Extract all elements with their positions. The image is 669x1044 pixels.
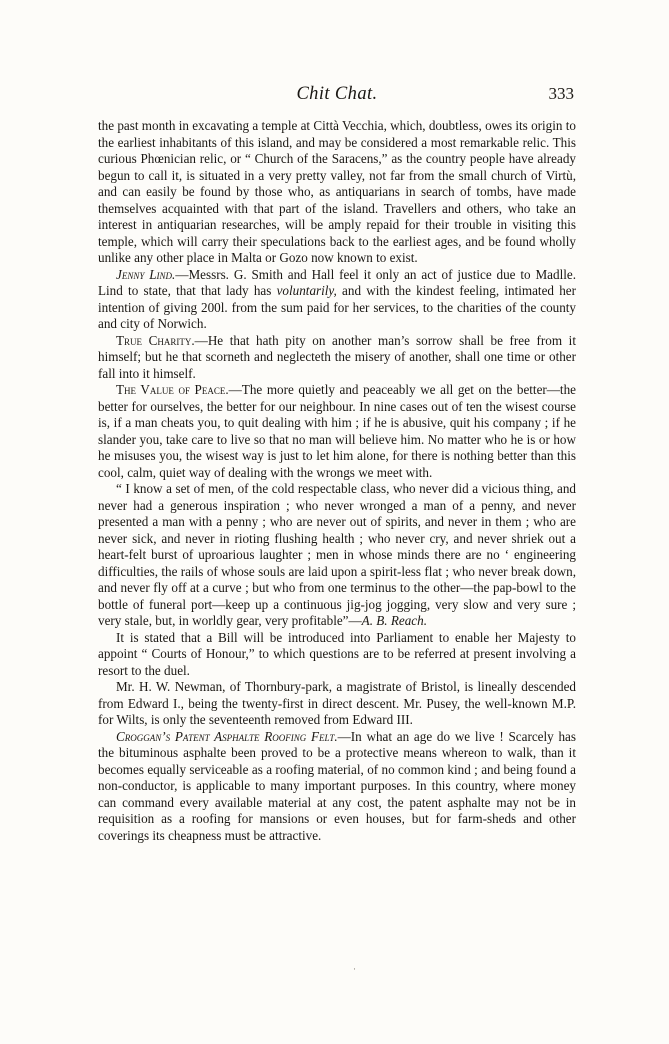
paragraph-quotation	[98, 481, 576, 630]
section-head-asphalte-felt: Croggan’s Patent Asphalte Roofing Felt.	[116, 728, 338, 744]
true-charity-text: —He that hath pity on another man’s sorrow shall be free from it himself; but he that scorneth and neglecteth the misery of another, shall one time or other fall into it himself.	[98, 332, 576, 381]
quotation-signature: A. B. Reach.	[361, 613, 427, 628]
paragraph-newman: Mr. H. W. Newman, of Thornbury-park, a magistrate of Bristol, is lineally descended from Edward I., being the twenty-first in direct descent. Mr. Pusey, the well-known M.P. for Wilts, is only the seventeenth removed from Edward III.	[98, 679, 576, 727]
paragraph-true-charity	[98, 333, 576, 383]
page-header	[98, 84, 576, 114]
paragraph-asphalte-felt	[98, 729, 576, 845]
asphalte-felt-text: —In what an age do we live ! Scarcely has the bituminous asphalte been proved to be a protective means whereon to walk, than it becomes equally serviceable as a roofing material, of no common kind ; and being found a non-conductor, is applicable to many important purposes. In this country, where money can command every available material at any cost, the patent asphalte may not be in requisition as a roofing for mansions or even houses, but for farm-sheds and other coverings its cheapness must be attractive.	[98, 728, 576, 843]
quotation-text: “ I know a set of men, of the cold respectable class, who never did a vicious thing, and never had a generous inspiration ; who never wronged a man of a penny, and never presented a man with a penny ; who are never out of spirits, and never in them ; who are never sick, and never in rioting flushing health ; who never cry, and never shriek out a heart-felt burst of uproarious laughter ; men in whose minds there are no ‘ engineering difficulties, the rails of whose souls are laid upon a spirit-less flat ; who never break down, and never fly off at a curve ; but who from one terminus to the other—the pap-bowl to the bottle of funeral port—keep up a continuous jig-jog jogging, very slow and very sure ; very stale, but, in worldly gear, very profitable”—	[98, 481, 576, 628]
paragraph-courts-of-honour: It is stated that a Bill will be introduced into Parliament to enable her Majesty to appoint “ Courts of Honour,” to which questions are to be referred at present involving a resort to the duel.	[98, 629, 576, 678]
jenny-lind-text-b: and with the kindest feeling, intimated her intention of giving 200l. from the sum paid for her services, to the charities of the county and city of Norwich.	[98, 283, 576, 331]
paragraph-temple-excavation: the past month in excavating a temple at Città Vecchia, which, doubtless, owes its origin to the earliest inhabitants of this island, and may be considered a most remarkable relic. This curious Phœnician relic, or “ Church of the Saracens,” as the country people have already begun to call it, is situated in a very pretty valley, not far from the small church of Virtù, and can easily be found by those who, as antiquarians in search of tombs, have made themselves acquainted with that part of the island. Travellers and others, who take an interest in antiquarian researches, will be amply repaid for their trouble in visiting this temple, which will carry their speculations back to the earliest ages, and be found wholly unlike any other place in Malta or Gozo now known to exist.	[98, 118, 576, 265]
value-of-peace-text: —The more quietly and peaceably we all get on the better—the better for ourselves, the better for our neighbour. In nine cases out of ten the wisest course is, if a man cheats you, to quit dealing with him ; if he is abusive, quit his company ; if he slander you, take care to live so that no man will believe him. No matter who he is or how he misuses you, the wisest way is just to let him alone, for there is nothing better than this cool, calm, quiet way of dealing with the wrongs we meet with.	[98, 382, 576, 480]
body-text	[98, 118, 576, 844]
paragraph-value-of-peace	[98, 382, 576, 481]
section-head-value-of-peace: The Value of Peace.	[116, 382, 229, 397]
section-head-jenny-lind: Jenny Lind.	[116, 266, 176, 282]
paragraph-jenny-lind	[98, 267, 576, 333]
jenny-lind-text-a: —Messrs. G. Smith and Hall feel it only an act of justice due to Madlle. Lind to state, that that lady has	[98, 266, 576, 298]
page-number: 333	[548, 84, 574, 103]
footer-mark: ·	[353, 964, 356, 974]
jenny-lind-emphasis: voluntarily,	[276, 283, 337, 298]
section-head-true-charity: True Charity.	[116, 332, 195, 348]
running-title: Chit Chat.	[296, 84, 378, 104]
book-page	[98, 84, 576, 844]
